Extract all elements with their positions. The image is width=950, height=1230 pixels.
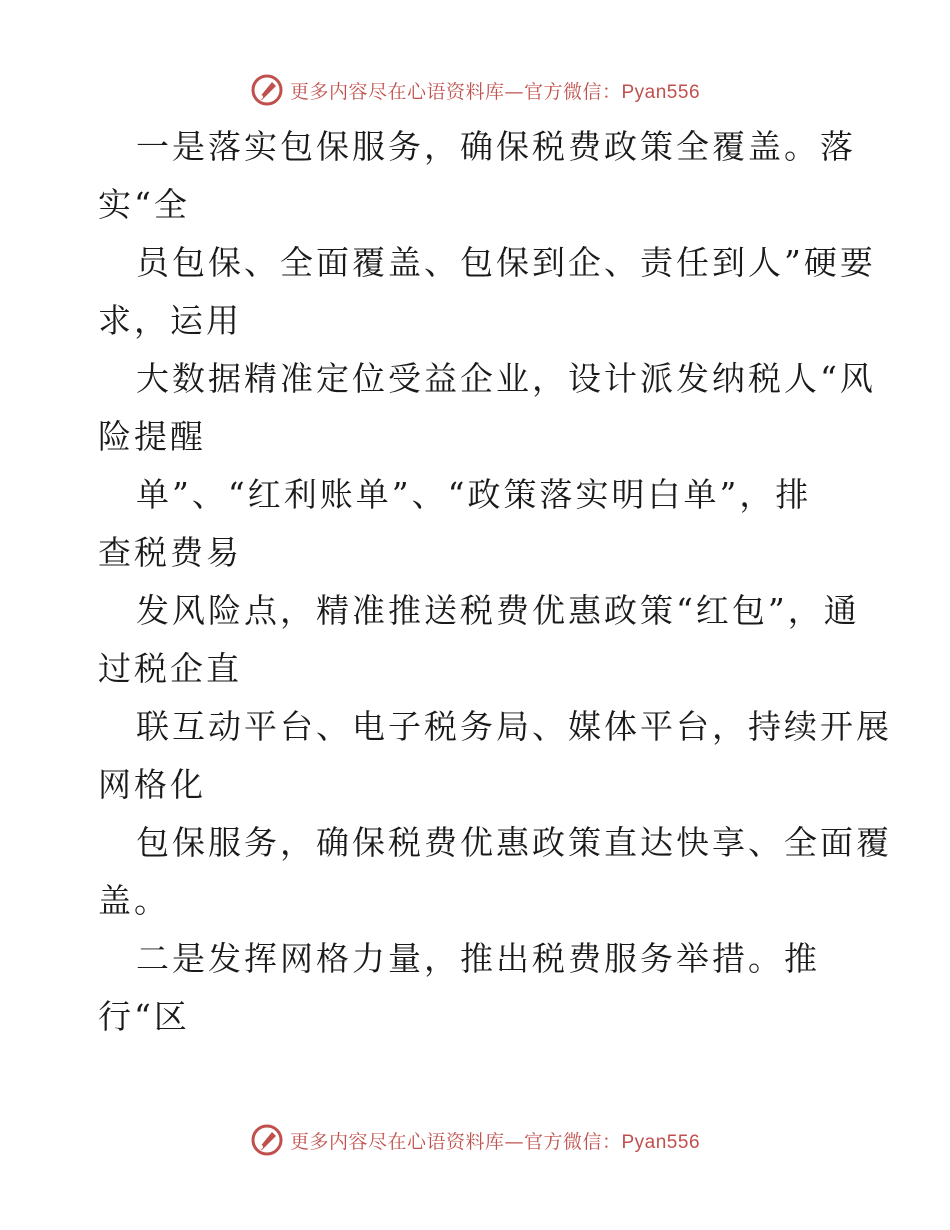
text-line-10: 过税企直 [98, 649, 242, 688]
text-line-11: 联互动平台、电子税务局、媒体平台，持续开展 [136, 707, 892, 746]
text-line-4: 求，运用 [98, 301, 242, 340]
text-line-8: 查税费易 [98, 533, 242, 572]
text-line-9: 发风险点，精准推送税费优惠政策“红包”，通 [136, 591, 860, 630]
text-line-3: 员包保、全面覆盖、包保到企、责任到人”硬要 [136, 243, 876, 282]
text-line-12: 网格化 [98, 765, 206, 804]
header-watermark [0, 70, 950, 110]
text-line-14: 盖。 [98, 881, 170, 920]
text-line-7: 单”、“红利账单”、“政策落实明白单”，排 [136, 475, 812, 514]
text-line-13: 包保服务，确保税费优惠政策直达快享、全面覆 [136, 823, 892, 862]
text-line-5: 大数据精准定位受益企业，设计派发纳税人“风 [136, 359, 876, 398]
document-body [98, 118, 892, 1046]
pen-nib-logo-icon [250, 73, 284, 107]
pen-nib-logo-icon [250, 1123, 284, 1157]
text-line-16: 行“区 [98, 997, 190, 1036]
watermark-text: 更多内容尽在心语资料库—官方微信：Pyan556 [289, 1130, 701, 1153]
watermark-text: 更多内容尽在心语资料库—官方微信：Pyan556 [289, 80, 701, 103]
text-line-6: 险提醒 [98, 417, 206, 456]
text-line-15: 二是发挥网格力量，推出税费服务举措。推 [136, 939, 820, 978]
text-line-1: 一是落实包保服务，确保税费政策全覆盖。落 [136, 127, 856, 166]
footer-watermark [0, 1120, 950, 1160]
text-line-2: 实“全 [98, 185, 190, 224]
